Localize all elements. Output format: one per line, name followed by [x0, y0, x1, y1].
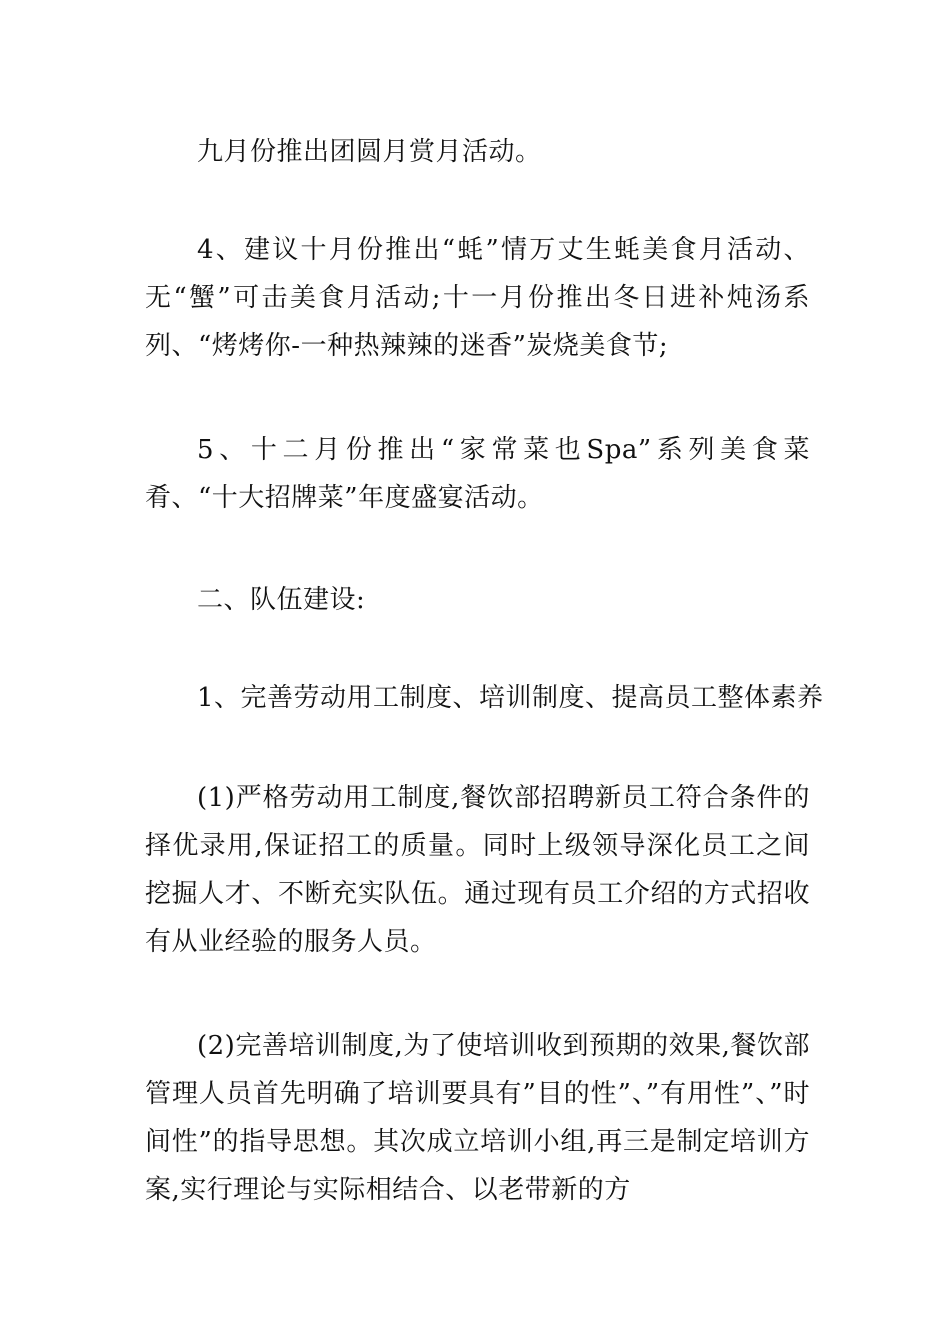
paragraph-item-4: 4、建议十月份推出“蚝”情万丈生蚝美食月活动、无“蟹”可击美食月活动;十一月份推出冬日进补炖汤系列、“烤烤你-一种热辣辣的迷香”炭烧美食节; — [145, 235, 810, 361]
paragraph-mid-autumn: 九月份推出团圆月赏月活动。 — [197, 137, 542, 167]
paragraph-training-system: (2)完善培训制度,为了使培训收到预期的效果,餐饮部管理人员首先明确了培训要具有”目的性”、”有用性”、”时间性”的指导思想。其次成立培训小组,再三是制定培训方案,实行理论与实际相结合、以老带新的方 — [145, 1031, 810, 1205]
subheading-item-1: 1、完善劳动用工制度、培训制度、提高员工整体素养 — [197, 683, 824, 713]
paragraph-item-5: 5、十二月份推出“家常菜也Spa”系列美食菜肴、“十大招牌菜”年度盛宴活动。 — [145, 435, 810, 513]
paragraph-labor-system: (1)严格劳动用工制度,餐饮部招聘新员工符合条件的择优录用,保证招工的质量。同时上级领导深化员工之间挖掘人才、不断充实队伍。通过现有员工介绍的方式招收有从业经验的服务人员。 — [145, 783, 810, 957]
section-heading-team-building: 二、队伍建设: — [197, 585, 366, 615]
